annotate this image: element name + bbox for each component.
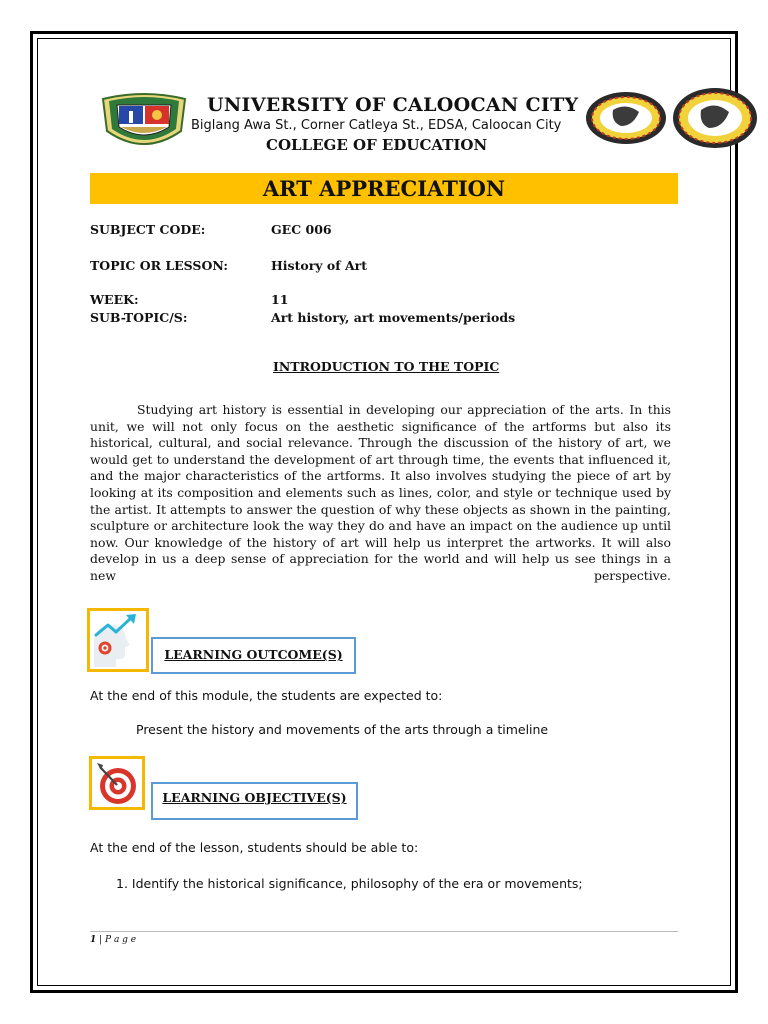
subject-code-value: GEC 006	[271, 222, 332, 237]
university-seal-icon	[99, 91, 189, 153]
page-footer	[90, 935, 136, 945]
learning-outcome-heading: LEARNING OUTCOME(S)	[164, 647, 343, 662]
target-icon	[89, 756, 145, 810]
topic-value: History of Art	[271, 258, 368, 273]
university-name: UNIVERSITY OF CALOOCAN CITY	[207, 94, 579, 116]
intro-paragraph: Studying art history is essential in developing our appreciation of the arts. In this unit, we will not only focus on the aesthetic significance of the artforms but also its historical, cultural, and social relevance. Through the discussion of the history of art, we would get to understand the development of art through time, the events that influenced it, and the major characteristics of the artforms. It also involves studying the piece of art by looking at its composition and elements such as lines, color, and style or technique used by the artist. It attempts to answer the question of why these objects as shown in the painting, sculpture or architecture look the way they do and have an impact on the audience up until now. Our knowledge of the history of art will help us interpret the artworks. It will also develop in us a deep sense of appreciation for the world and will help us see things in a new perspective.	[90, 402, 671, 583]
learning-objective-box	[151, 782, 358, 820]
title-banner	[90, 173, 678, 204]
intro-heading: INTRODUCTION TO THE TOPIC	[273, 359, 500, 374]
subtopic-label: SUB-TOPIC/S:	[90, 310, 188, 325]
topic-label: TOPIC OR LESSON:	[90, 258, 228, 273]
page-label: | P a g e	[99, 935, 137, 945]
learning-objective-intro: At the end of the lesson, students should be able to:	[90, 840, 419, 855]
week-value: 11	[271, 292, 289, 307]
accreditation-seal-icon	[669, 80, 761, 152]
learning-outcome-box	[151, 637, 356, 674]
growth-head-icon	[87, 608, 149, 672]
learning-objective-item: 1. Identify the historical significance, philosophy of the era or movements;	[116, 876, 583, 891]
learning-outcome-intro: At the end of this module, the students are expected to:	[90, 688, 443, 703]
learning-outcome-item: Present the history and movements of the arts through a timeline	[136, 722, 549, 737]
footer-divider	[90, 931, 678, 932]
university-address: Biglang Awa St., Corner Catleya St., EDSA, Caloocan City	[191, 118, 562, 133]
page-title: ART APPRECIATION	[262, 176, 506, 201]
learning-objective-heading: LEARNING OBJECTIVE(S)	[162, 790, 347, 805]
week-label: WEEK:	[90, 292, 139, 307]
subject-code-label: SUBJECT CODE:	[90, 222, 206, 237]
page-number: 1	[90, 935, 97, 945]
subtopic-value: Art history, art movements/periods	[271, 310, 516, 325]
college-name: COLLEGE OF EDUCATION	[266, 136, 488, 154]
accreditation-seal-icon	[583, 88, 669, 146]
